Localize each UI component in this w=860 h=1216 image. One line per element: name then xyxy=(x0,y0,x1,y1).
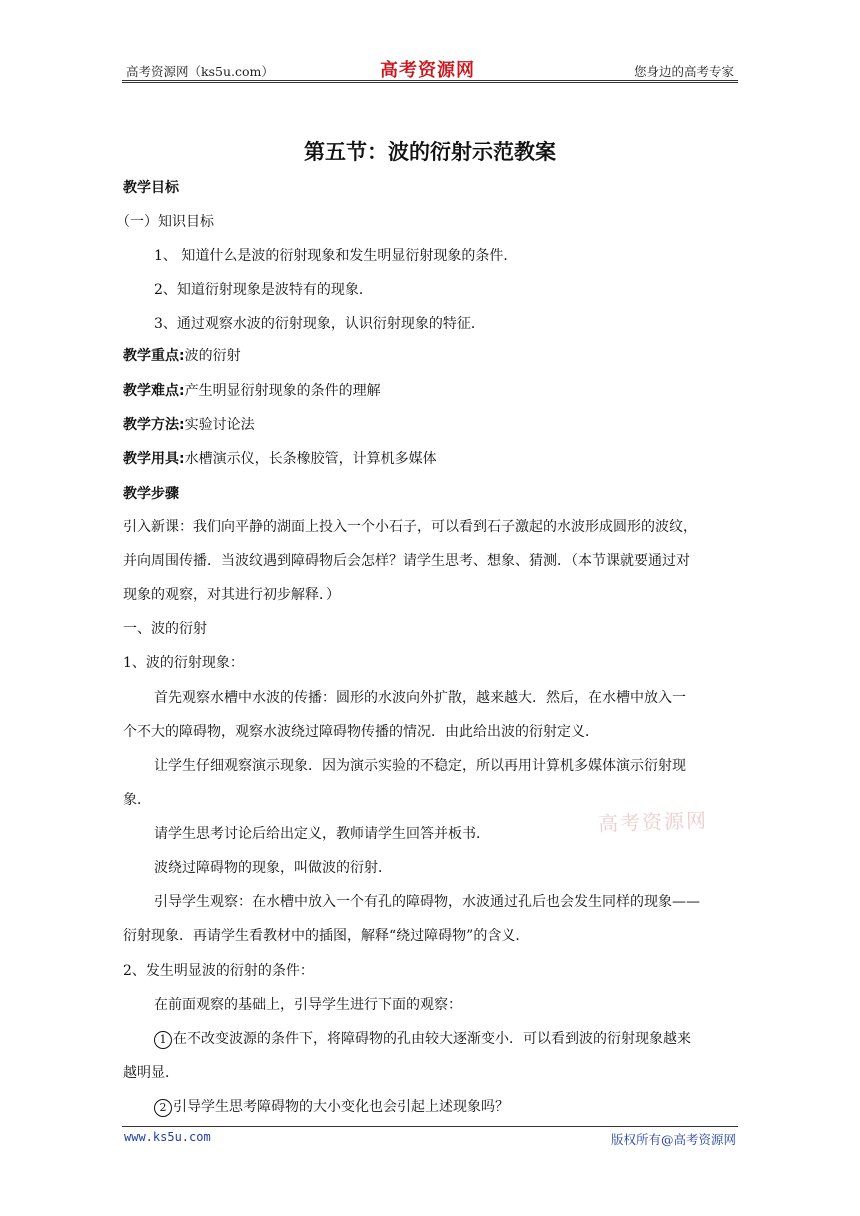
paragraph-line: 引入新课：我们向平静的湖面上投入一个小石子，可以看到石子激起的水波形成圆形的波纹， xyxy=(123,519,697,535)
key-point-value: 波的衍射 xyxy=(184,348,241,364)
paragraph-line: 越明显． xyxy=(123,1065,179,1081)
paragraph-line: 请学生思考讨论后给出定义，教师请学生回答并板书． xyxy=(154,826,490,842)
site-logo: 高考资源网 xyxy=(380,60,475,81)
paragraph-line: 引导学生观察：在水槽中放入一个有孔的障碍物，水波通过孔后也会发生同样的现象—— xyxy=(154,894,700,910)
section-heading-objectives: 教学目标 xyxy=(123,180,179,196)
paragraph-line: 并向周围传播．当波纹遇到障碍物后会怎样？请学生思考、想象、猜测．（本节课就要通过对 xyxy=(123,553,690,569)
method-value: 实验讨论法 xyxy=(184,417,255,433)
tools-value: 水槽演示仪，长条橡胶管，计算机多媒体 xyxy=(184,451,437,467)
section-heading-diffraction: 一、波的衍射 xyxy=(123,621,207,637)
method-row xyxy=(123,415,255,435)
difficulty-row xyxy=(123,381,381,401)
difficulty-value: 产生明显衍射现象的条件的理解 xyxy=(184,383,381,399)
section-heading-steps: 教学步骤 xyxy=(123,486,179,502)
footer-divider xyxy=(122,1126,738,1127)
numbered-item-1 xyxy=(154,1029,691,1049)
numbered-item-text: 引导学生思考障碍物的大小变化也会引起上述现象吗？ xyxy=(173,1099,509,1115)
page-header xyxy=(122,56,738,82)
paragraph-line: 让学生仔细观察演示现象．因为演示实验的不稳定，所以再用计算机多媒体演示衍射现 xyxy=(154,758,686,774)
tools-label: 教学用具: xyxy=(123,451,185,467)
paragraph-line: 象． xyxy=(123,792,151,808)
paragraph-line: 现象的观察，对其进行初步解释．） xyxy=(123,587,340,603)
method-label: 教学方法: xyxy=(123,417,185,433)
subheading-phenomenon: 1、波的衍射现象： xyxy=(123,655,244,671)
numbered-item-text: 在不改变波源的条件下，将障碍物的孔由较大逐渐变小．可以看到波的衍射现象越来 xyxy=(173,1031,691,1047)
circled-number: 1 xyxy=(154,1031,172,1049)
subheading-conditions: 2、发生明显波的衍射的条件： xyxy=(123,963,314,979)
paragraph-line: 个不大的障碍物，观察水波绕过障碍物传播的情况．由此给出波的衍射定义． xyxy=(123,724,599,740)
header-left-text: 高考资源网（ks5u.com） xyxy=(126,64,274,79)
circled-number: 2 xyxy=(154,1099,172,1117)
objective-item-3: 3、通过观察水波的衍射现象，认识衍射现象的特征． xyxy=(154,316,485,332)
header-divider xyxy=(122,80,738,81)
page-title: 第五节：波的衍射示范教案 xyxy=(304,140,556,164)
key-point-label: 教学重点: xyxy=(123,348,185,364)
tools-row xyxy=(123,449,437,469)
footer-website-link[interactable]: www.ks5u.com xyxy=(124,1130,211,1144)
objective-item-1: 1、 知道什么是波的衍射现象和发生明显衍射现象的条件． xyxy=(154,248,518,264)
watermark-stamp: 高考资源网 xyxy=(597,808,709,836)
header-divider-double xyxy=(122,82,738,83)
objective-item-2: 2、知道衍射现象是波特有的现象． xyxy=(154,282,373,298)
key-point-row xyxy=(123,346,241,366)
numbered-item-2 xyxy=(154,1097,509,1117)
paragraph-line: 衍射现象．再请学生看教材中的插图，解释“绕过障碍物”的含义． xyxy=(123,928,530,944)
difficulty-label: 教学难点: xyxy=(123,383,185,399)
header-right-text: 您身边的高考专家 xyxy=(633,64,734,79)
paragraph-line: 首先观察水槽中水波的传播：圆形的水波向外扩散，越来越大．然后，在水槽中放入一 xyxy=(154,690,686,706)
paragraph-line: 在前面观察的基础上，引导学生进行下面的观察： xyxy=(154,997,462,1013)
subheading-knowledge: （一）知识目标 xyxy=(116,214,214,230)
definition-line: 波绕过障碍物的现象，叫做波的衍射． xyxy=(154,860,392,876)
footer-copyright: 版权所有@高考资源网 xyxy=(610,1132,736,1147)
